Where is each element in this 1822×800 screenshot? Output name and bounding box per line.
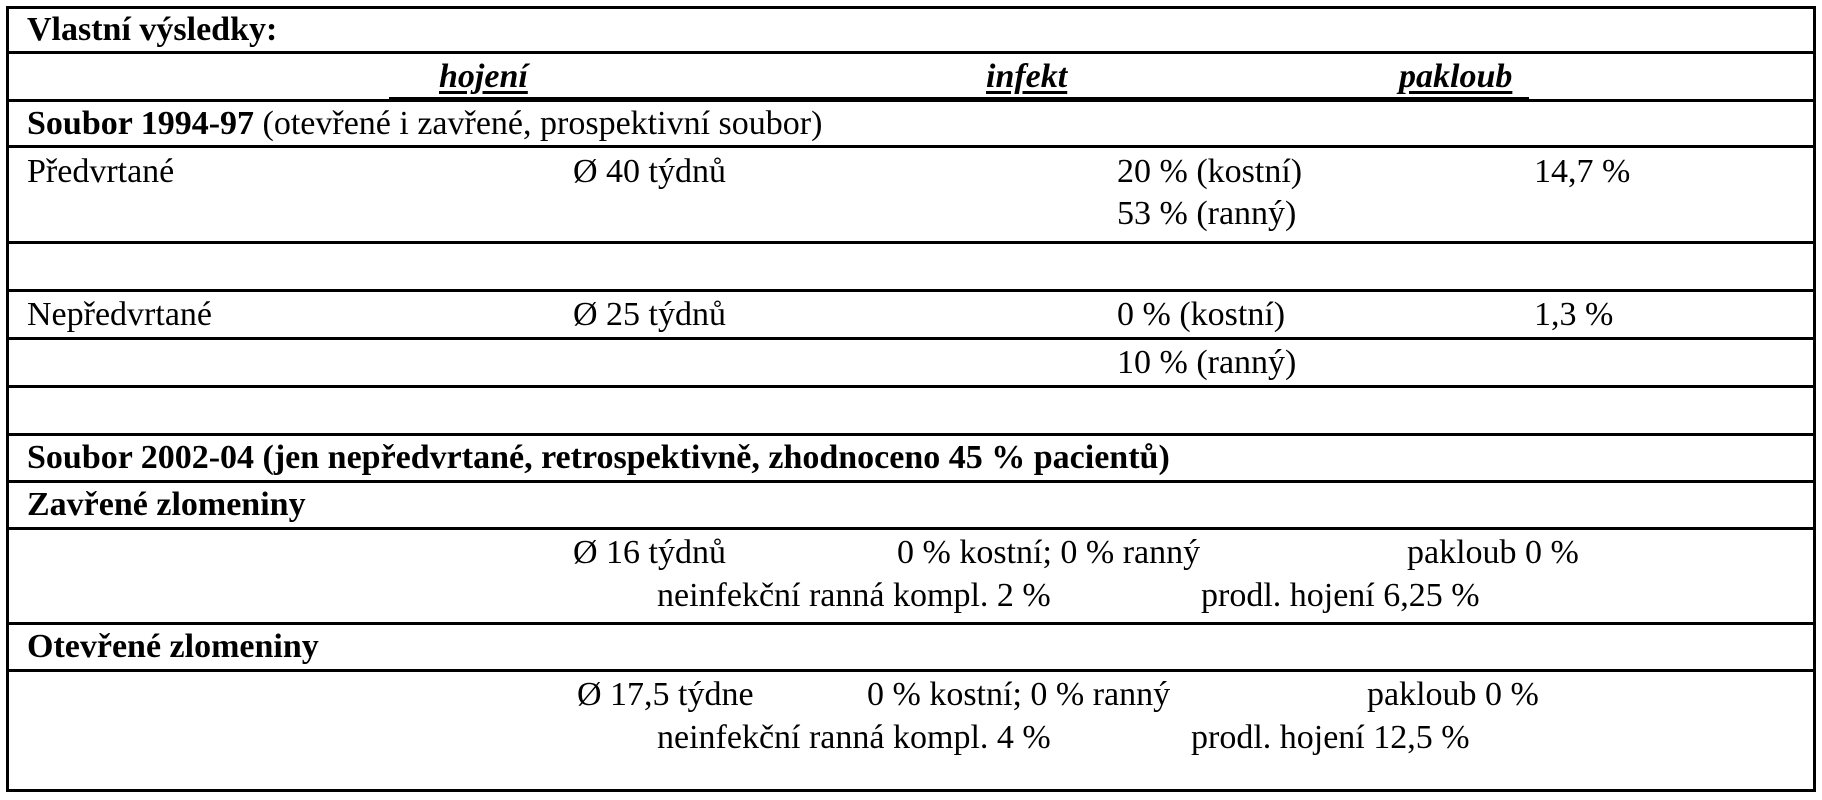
results-table	[6, 6, 1816, 792]
unreamed-wound-row	[6, 337, 1816, 385]
spacer-row	[6, 241, 1816, 289]
title-row	[6, 6, 1816, 51]
open-noninfectious: neinfekční ranná kompl. 4 %	[657, 719, 1051, 756]
cohort1-heading	[27, 104, 822, 144]
cohort2-heading: Soubor 2002-04 (jen nepředvrtané, retrospektivně, zhodnoceno 45 % pacientů)	[27, 439, 1170, 476]
open-fractures-row	[6, 669, 1816, 792]
closed-healing: Ø 16 týdnů	[573, 534, 726, 571]
closed-fractures-row	[6, 527, 1816, 622]
unreamed-row	[6, 289, 1816, 337]
unreamed-nonunion: 1,3 %	[1534, 296, 1614, 333]
open-healing: Ø 17,5 týdne	[577, 676, 754, 713]
cohort1-heading-bold: Soubor 1994-97	[27, 105, 255, 142]
unreamed-infection-bone: 0 % (kostní)	[1117, 296, 1286, 333]
reamed-label: Předvrtané	[27, 153, 175, 190]
unreamed-healing: Ø 25 týdnů	[573, 296, 726, 333]
unreamed-infection-wound: 10 % (ranný)	[1117, 344, 1297, 381]
cohort2-heading-row	[6, 433, 1816, 480]
reamed-healing: Ø 40 týdnů	[573, 153, 726, 190]
column-header-infection: infekt	[986, 58, 1068, 95]
closed-delayed-healing: prodl. hojení 6,25 %	[1201, 577, 1480, 614]
column-header-healing: hojení	[439, 58, 528, 95]
table-title: Vlastní výsledky:	[27, 11, 278, 48]
open-infection: 0 % kostní; 0 % ranný	[867, 676, 1171, 713]
closed-fractures-heading-row	[6, 480, 1816, 527]
open-nonunion: pakloub 0 %	[1367, 676, 1539, 713]
closed-noninfectious: neinfekční ranná kompl. 2 %	[657, 577, 1051, 614]
reamed-infection-wound: 53 % (ranný)	[1117, 195, 1297, 232]
column-header-row	[6, 51, 1816, 99]
spacer-row	[6, 385, 1816, 433]
column-header-nonunion: pakloub	[1399, 58, 1513, 95]
closed-infection: 0 % kostní; 0 % ranný	[897, 534, 1201, 571]
open-fractures-label: Otevřené zlomeniny	[27, 628, 319, 665]
reamed-nonunion: 14,7 %	[1534, 153, 1631, 190]
closed-nonunion: pakloub 0 %	[1407, 534, 1579, 571]
unreamed-label: Nepředvrtané	[27, 296, 213, 333]
cohort1-heading-row	[6, 99, 1816, 145]
reamed-row	[6, 145, 1816, 241]
open-delayed-healing: prodl. hojení 12,5 %	[1191, 719, 1470, 756]
open-fractures-heading-row	[6, 622, 1816, 669]
closed-fractures-label: Zavřené zlomeniny	[27, 486, 306, 523]
cohort1-heading-rest: (otevřené i zavřené, prospektivní soubor)	[254, 105, 823, 142]
reamed-infection-bone: 20 % (kostní)	[1117, 153, 1303, 190]
